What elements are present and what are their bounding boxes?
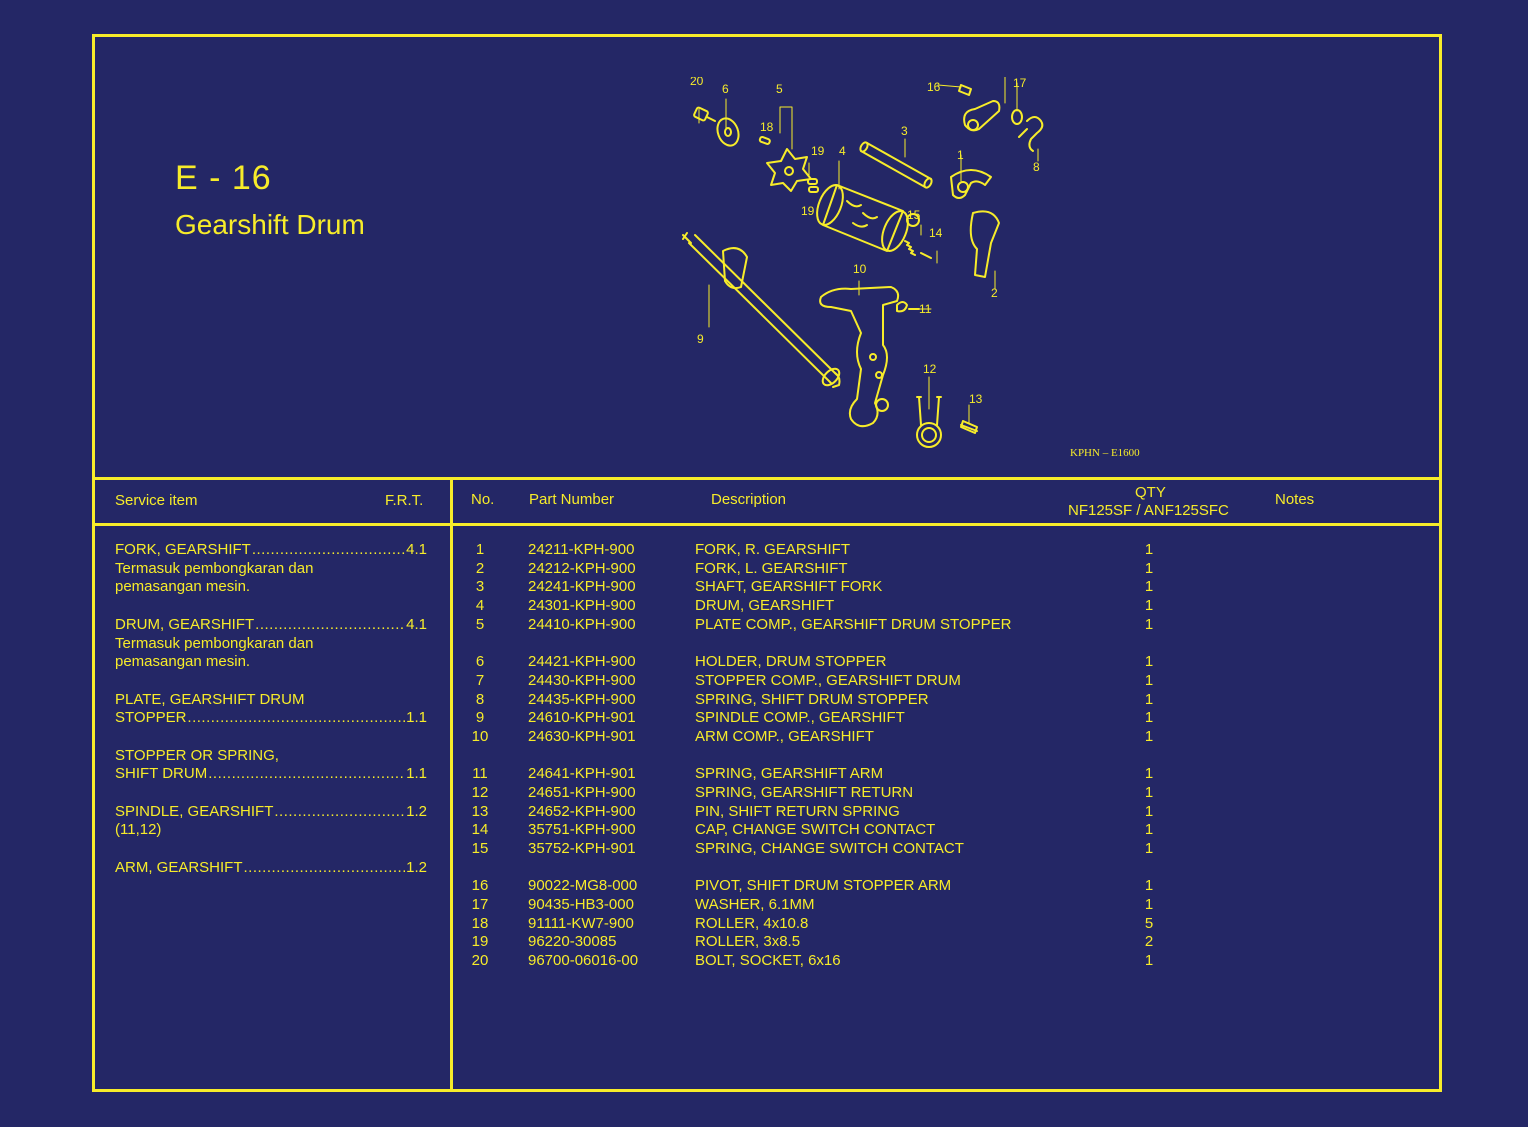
part-no: 8 [475,690,485,708]
service-item [115,616,427,672]
part-no: 2 [475,559,485,577]
part-description: DRUM, GEARSHIFT [695,597,835,615]
part-no: 4 [475,597,485,615]
part-19-roller-a [808,179,817,184]
part-qty: 1 [1144,765,1154,783]
part-number: 24301-KPH-900 [528,597,636,615]
part-number: 90435-HB3-000 [528,896,634,914]
service-item [115,747,427,784]
part-number: 24212-KPH-900 [528,559,636,577]
part-qty: 1 [1144,615,1154,633]
service-item-frt: 4.1 [406,615,427,633]
part-description: STOPPER COMP., GEARSHIFT DRUM [695,671,961,689]
callout-19b: 19 [801,204,815,218]
header-part-number: Part Number [529,491,615,508]
part-no: 20 [471,952,489,970]
part-description: PIVOT, SHIFT DRUM STOPPER ARM [695,877,952,895]
part-3-shaft [861,143,931,187]
callout-3: 3 [901,124,908,138]
part-qty: 1 [1144,802,1154,820]
service-item-name: FORK, GEARSHIFT [115,541,251,558]
part-description: SPRING, GEARSHIFT ARM [695,765,884,783]
part-description: ROLLER, 4x10.8 [695,914,809,932]
callout-12: 12 [923,362,937,376]
part-description: SPRING, GEARSHIFT RETURN [695,783,914,801]
service-item-frt: 1.1 [406,765,427,783]
part-qty: 1 [1144,559,1154,577]
part-description: SHAFT, GEARSHIFT FORK [695,578,883,596]
part-no: 9 [475,709,485,727]
service-item-name: SPINDLE, GEARSHIFT [115,802,274,820]
header-notes: Notes [1275,491,1315,508]
part-qty: 1 [1144,821,1154,839]
service-item [115,803,427,840]
part-number: 96700-06016-00 [528,952,639,970]
part-qty: 1 [1144,727,1154,745]
callout-5: 5 [776,82,783,96]
part-number: 90022-MG8-000 [528,877,638,895]
part-qty: 1 [1144,597,1154,615]
service-item-frt: 1.1 [406,709,427,727]
part-6-holder [714,115,742,148]
part-description: HOLDER, DRUM STOPPER [695,653,887,671]
part-qty: 1 [1144,952,1154,970]
part-no: 12 [471,783,489,801]
catalog-frame [92,34,1442,1092]
part-qty: 1 [1144,578,1154,596]
part-10-arm [820,287,898,426]
part-number: 35751-KPH-900 [528,821,636,839]
callout-16: 16 [927,80,941,94]
callout-2: 2 [991,286,998,300]
part-number: 24410-KPH-900 [528,615,636,633]
part-description: SPRING, CHANGE SWITCH CONTACT [695,840,964,857]
drawing-code: KPHN – E1600 [1070,447,1140,459]
service-item-name: STOPPER OR SPRING, [115,746,279,764]
service-item-note: (11,12) [115,821,162,839]
callout-1: 1 [957,148,964,162]
part-qty: 1 [1144,840,1154,857]
part-1-fork-r [951,170,991,198]
part-no: 19 [471,933,489,951]
service-item-note: pemasangan mesin. [115,578,251,596]
service-item-note: Termasuk pembongkaran dan [115,559,314,577]
part-no: 11 [472,765,488,783]
part-description: ARM COMP., GEARSHIFT [695,727,874,745]
part-no: 16 [471,877,489,895]
part-qty: 1 [1144,541,1154,558]
part-qty: 5 [1144,914,1154,932]
service-item-frt: 4.1 [406,541,427,558]
part-description: FORK, R. GEARSHIFT [695,541,851,558]
part-number: 24241-KPH-900 [528,578,636,596]
part-number: 24435-KPH-900 [528,690,636,708]
part-description: FORK, L. GEARSHIFT [695,559,848,577]
part-qty: 1 [1144,877,1154,895]
part-qty: 1 [1144,896,1154,914]
header-qty: QTY [1135,484,1166,501]
callout-6: 6 [722,82,729,96]
callout-15: 15 [907,208,921,222]
header-frt: F.R.T. [385,492,424,509]
part-qty: 2 [1144,933,1154,951]
part-17-washer [1012,110,1022,124]
leader-dots [274,803,405,822]
callout-8: 8 [1033,160,1040,174]
part-no: 10 [471,727,489,745]
part-number: 24211-KPH-900 [528,541,635,558]
callout-20: 20 [690,77,704,88]
section-title: Gearshift Drum [175,209,365,240]
leader-dots [244,859,406,878]
part-number: 24652-KPH-900 [528,802,636,820]
service-item-list [115,541,427,896]
service-item-note: Termasuk pembongkaran dan [115,634,314,652]
service-item-frt: 1.2 [406,802,427,820]
part-description: PIN, SHIFT RETURN SPRING [695,802,900,820]
service-item [115,859,427,878]
part-description: BOLT, SOCKET, 6x16 [695,952,841,970]
callout-10: 10 [853,262,867,276]
leader-dots [252,541,405,560]
part-number: 96220-30085 [528,933,617,951]
leader-dots [208,765,405,784]
part-20-bolt [693,107,715,121]
callout-13: 13 [969,392,983,406]
service-item [115,541,427,597]
part-7-stopper [964,101,999,130]
part-qty: 1 [1144,690,1154,708]
part-5-stopper-plate [767,149,811,191]
exploded-parts-diagram [535,77,1155,467]
part-qty: 1 [1144,653,1154,671]
leader-dots [255,616,405,635]
part-11-spring [897,302,907,311]
part-9-spindle [683,233,842,388]
callout-18: 18 [760,120,774,134]
part-description: SPINDLE COMP., GEARSHIFT [695,709,905,727]
part-qty: 1 [1144,783,1154,801]
section-code: E - 16 [175,159,272,197]
part-no: 6 [475,653,485,671]
part-qty: 1 [1144,709,1154,727]
callout-14: 14 [929,226,943,240]
part-4-drum [812,181,919,254]
part-no: 1 [475,541,485,558]
part-18-roller [759,136,770,144]
service-item [115,691,427,728]
part-no: 7 [475,671,485,689]
part-no: 13 [471,802,489,820]
leader-dots [187,709,405,728]
callout-4: 4 [839,144,846,158]
part-qty: 1 [1144,671,1154,689]
service-item-name: DRUM, GEARSHIFT [115,615,255,633]
part-number: 91111-KW7-900 [528,914,634,932]
service-item-name: ARM, GEARSHIFT [115,858,243,876]
header-service-item: Service item [115,492,198,509]
part-8-spring [1019,117,1042,151]
header-description: Description [711,491,787,508]
service-item-note: pemasangan mesin. [115,653,251,671]
part-no: 18 [471,914,489,932]
part-number: 24430-KPH-900 [528,671,636,689]
part-19-roller-b [809,187,818,192]
part-no: 14 [471,821,489,839]
header-qty-models: NF125SF / ANF125SFC [1068,502,1229,519]
header-no: No. [471,491,495,508]
part-no: 17 [471,896,489,914]
part-description: ROLLER, 3x8.5 [695,933,801,951]
service-item-frt: 1.2 [406,858,427,876]
part-14-cap [921,253,931,258]
part-number: 24610-KPH-901 [528,709,636,727]
part-no: 5 [475,615,485,633]
part-number: 35752-KPH-901 [528,840,636,857]
part-description: SPRING, SHIFT DRUM STOPPER [695,690,929,708]
part-number: 24630-KPH-901 [528,727,636,745]
service-item-name: STOPPER [115,709,187,727]
part-description: PLATE COMP., GEARSHIFT DRUM STOPPER [695,615,1012,633]
table-top-rule [95,477,1439,480]
service-item-name: PLATE, GEARSHIFT DRUM [115,690,305,708]
part-15-spring [905,241,915,255]
part-number: 24651-KPH-900 [528,783,636,801]
callout-17: 17 [1013,77,1027,90]
callout-19a: 19 [811,144,825,158]
part-no: 3 [475,578,485,596]
header-bottom-rule [95,523,1439,526]
callout-9: 9 [697,332,704,346]
service-item-name: SHIFT DRUM [115,765,208,783]
part-number: 24421-KPH-900 [528,653,636,671]
part-description: WASHER, 6.1MM [695,896,815,914]
part-2-fork-l [971,211,999,277]
callout-11: 11 [919,302,932,316]
part-description: CAP, CHANGE SWITCH CONTACT [695,821,936,839]
part-no: 15 [471,840,489,857]
column-divider [450,477,453,1089]
part-number: 24641-KPH-901 [528,765,636,783]
